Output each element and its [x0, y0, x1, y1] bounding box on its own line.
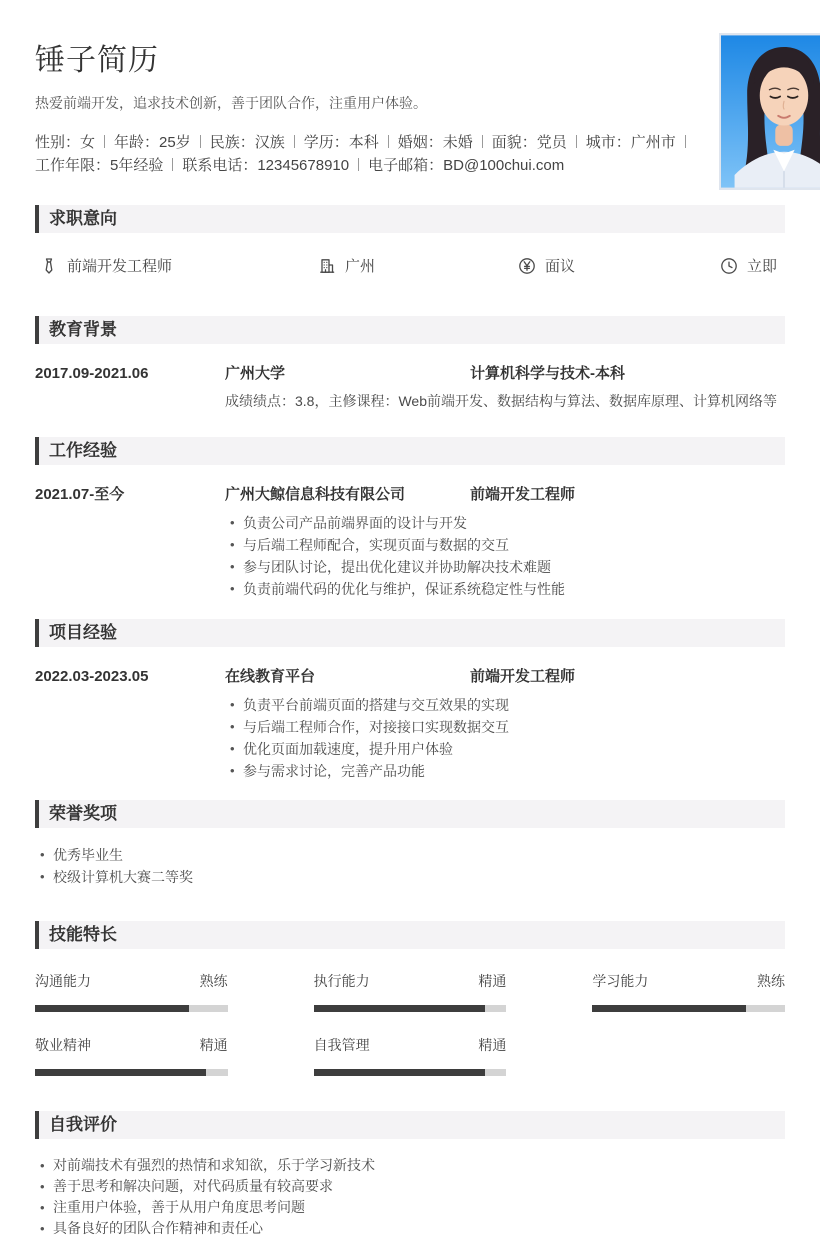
education-major: 计算机科学与技术-本科 [470, 365, 625, 382]
work-entry [35, 479, 785, 600]
section-title-job-intention: 求职意向 [35, 205, 785, 233]
intention-salary-label: 面议 [545, 258, 576, 275]
intention-row [35, 247, 785, 286]
section-title-education: 教育背景 [35, 316, 785, 344]
info-experience-years: 工作年限：5年经验 [35, 157, 164, 174]
work-role: 前端开发工程师 [470, 486, 576, 503]
intention-position [40, 255, 318, 276]
skill-level: 熟练 [199, 973, 228, 989]
section-title-self-evaluation: 自我评价 [35, 1111, 785, 1139]
project-entry [35, 661, 785, 782]
section-title-skills: 技能特长 [35, 921, 785, 949]
self-evaluation-item: • 善于思考和解决问题，对代码质量有较高要求 [40, 1176, 785, 1197]
intention-availability [720, 255, 785, 276]
honors-list [40, 842, 785, 888]
id-photo-illustration [721, 35, 820, 188]
skill-communication [35, 971, 228, 1012]
separator [104, 135, 105, 148]
project-bullet-list [230, 694, 785, 782]
skill-level: 熟练 [757, 973, 785, 989]
info-phone: 联系电话：12345678910 [182, 157, 350, 174]
skill-bar [314, 1005, 507, 1012]
section-title-honors: 荣誉奖项 [35, 800, 785, 828]
skill-bar [314, 1069, 507, 1076]
separator [294, 135, 295, 148]
self-evaluation-item: • 具备良好的团队合作精神和责任心 [40, 1218, 785, 1239]
skill-bar-fill [314, 1069, 485, 1076]
info-row-1 [35, 131, 695, 154]
work-company: 广州大鲸信息科技有限公司 [225, 486, 406, 503]
work-bullet: • 与后端工程师配合，实现页面与数据的交互 [230, 534, 785, 556]
skill-bar [35, 1005, 228, 1012]
skill-dedication [35, 1035, 228, 1076]
project-bullet: • 与后端工程师合作，对接接口实现数据交互 [230, 716, 785, 738]
skill-name: 执行能力 [313, 973, 370, 989]
info-degree: 学历：本科 [303, 134, 379, 151]
skill-level: 精通 [478, 1037, 507, 1053]
self-evaluation-list [40, 1153, 785, 1239]
self-evaluation-item: • 对前端技术有强烈的热情和求知欲，乐于学习新技术 [40, 1155, 785, 1176]
project-bullet: • 优化页面加载速度，提升用户体验 [230, 738, 785, 760]
skill-bar-fill [35, 1005, 189, 1012]
section-skills [35, 921, 785, 1078]
work-period: 2021.07-至今 [35, 486, 125, 503]
skill-level: 精通 [478, 973, 507, 989]
resume-header [35, 33, 785, 190]
project-bullet: • 参与需求讨论，完善产品功能 [230, 760, 785, 782]
clock-icon [720, 257, 738, 275]
separator [358, 158, 359, 171]
tagline: 热爱前端开发，追求技术创新，善于团队合作，注重用户体验。 [35, 95, 427, 111]
info-ethnicity: 民族：汉族 [209, 134, 285, 151]
skill-name: 敬业精神 [35, 1037, 91, 1053]
intention-city-label: 广州 [345, 258, 376, 275]
section-project-experience [35, 619, 785, 782]
info-city: 城市：广州市 [585, 134, 676, 151]
skill-learning [592, 971, 785, 1012]
separator [388, 135, 389, 148]
skill-execution [314, 971, 507, 1012]
work-bullet: • 负责前端代码的优化与维护，保证系统稳定性与性能 [230, 578, 785, 600]
yen-icon [518, 257, 536, 275]
project-bullet: • 负责平台前端页面的搭建与交互效果的实现 [230, 694, 785, 716]
skill-bar [35, 1069, 228, 1076]
section-education [35, 316, 785, 411]
building-icon [318, 257, 336, 275]
education-description: 成绩绩点：3.8，主修课程：Web前端开发、数据结构与算法、数据库原理、计算机网络等 [225, 393, 777, 409]
tie-icon [40, 257, 58, 275]
separator [576, 135, 577, 148]
info-row-2 [35, 154, 695, 177]
skill-self-management [314, 1035, 507, 1076]
section-self-evaluation [35, 1111, 785, 1239]
section-title-projects: 项目经验 [35, 619, 785, 647]
skill-bar-fill [314, 1005, 485, 1012]
intention-city [318, 255, 518, 276]
skill-bar-fill [592, 1005, 746, 1012]
separator [172, 158, 173, 171]
page-title: 锤子简历 [35, 44, 159, 77]
separator [482, 135, 483, 148]
info-political: 面貌：党员 [491, 134, 567, 151]
section-work-experience [35, 437, 785, 600]
skill-level: 精通 [199, 1037, 228, 1053]
section-title-work: 工作经验 [35, 437, 785, 465]
skill-name: 学习能力 [592, 973, 649, 989]
project-period: 2022.03-2023.05 [35, 668, 149, 685]
project-role: 前端开发工程师 [470, 668, 576, 685]
info-marital: 婚姻：未婚 [397, 134, 473, 151]
education-school: 广州大学 [225, 365, 286, 382]
self-evaluation-item: • 注重用户体验，善于从用户角度思考问题 [40, 1197, 785, 1218]
honor-item: • 校级计算机大赛二等奖 [40, 866, 785, 888]
separator [685, 135, 686, 148]
work-bullet-list [230, 512, 785, 600]
personal-info [35, 131, 695, 177]
info-age: 年龄：25岁 [114, 134, 191, 151]
skill-name: 沟通能力 [35, 973, 91, 989]
skill-name: 自我管理 [313, 1037, 370, 1053]
skill-bar [592, 1005, 785, 1012]
intention-availability-label: 立即 [747, 258, 778, 275]
intention-position-label: 前端开发工程师 [67, 258, 173, 275]
section-honors [35, 800, 785, 888]
intention-salary [518, 255, 720, 276]
header-text-block [35, 33, 719, 190]
education-entry [35, 358, 785, 411]
work-bullet: • 负责公司产品前端界面的设计与开发 [230, 512, 785, 534]
project-name: 在线教育平台 [225, 668, 316, 685]
skills-grid [35, 963, 785, 1078]
separator [200, 135, 201, 148]
honor-item: • 优秀毕业生 [40, 844, 785, 866]
education-period: 2017.09-2021.06 [35, 365, 149, 382]
profile-photo [719, 33, 820, 190]
work-bullet: • 参与团队讨论，提出优化建议并协助解决技术难题 [230, 556, 785, 578]
info-email: 电子邮箱：BD@100chui.com [368, 157, 565, 174]
skill-bar-fill [35, 1069, 206, 1076]
info-gender: 性别：女 [35, 134, 96, 151]
section-job-intention [35, 205, 785, 286]
